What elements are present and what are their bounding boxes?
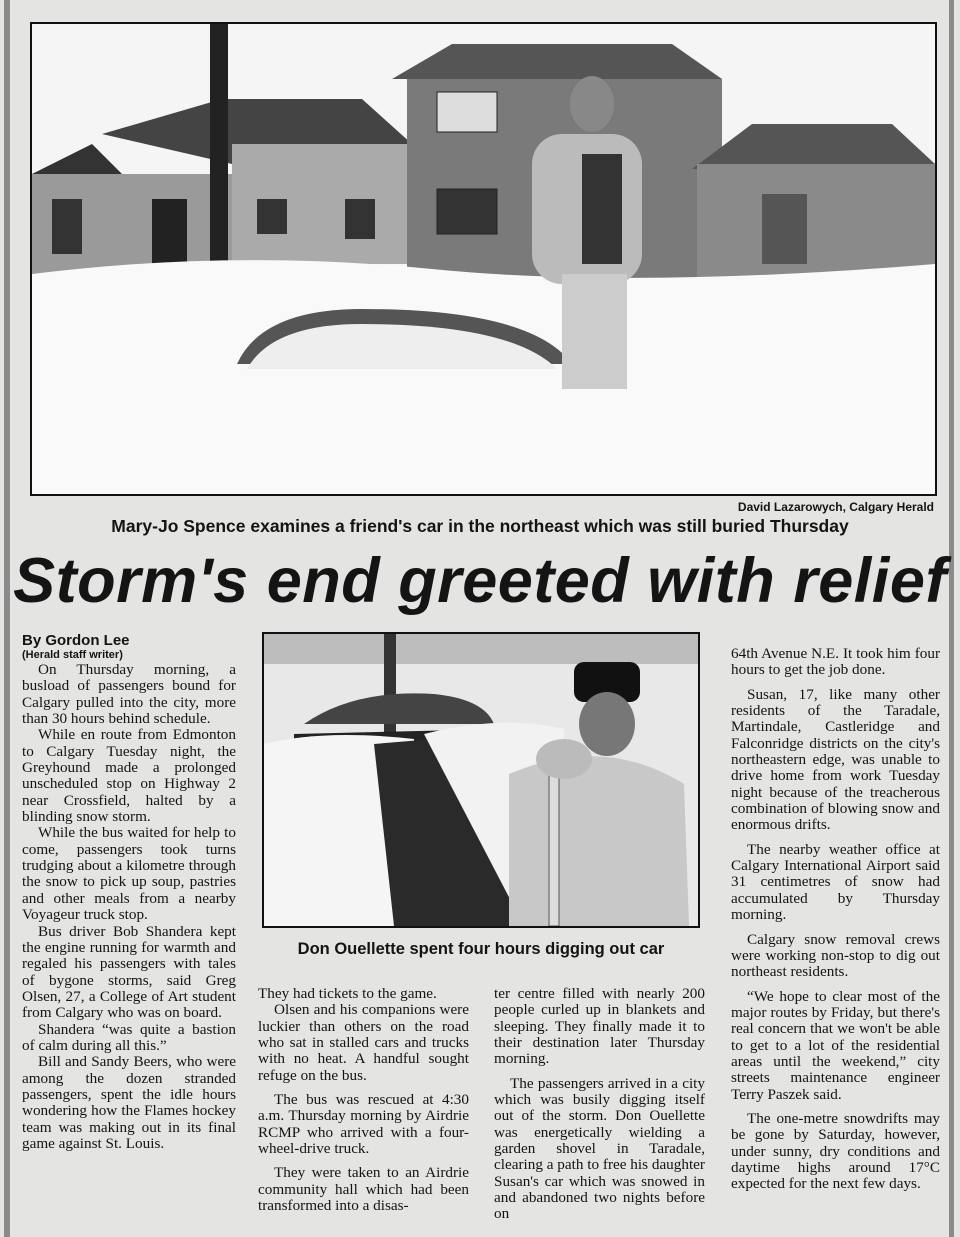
byline: By Gordon Lee — [22, 632, 130, 649]
main-photo-caption: Mary-Jo Spence examines a friend's car in the northeast which was still buried Thursday — [111, 516, 849, 536]
paragraph: While en route from Edmonton to Calgary Tuesday night, the Greyhound made a prolonged unscheduled stop on Highway 2 near Crossfield, halted by a blinding snow storm. — [22, 726, 236, 826]
article-column-3 — [494, 986, 705, 1223]
paragraph: While the bus waited for help to come, passengers took turns trudging about a kilometre through the snow to pick up soup, pastries and other meals from a nearby Voyageur truck stop. — [22, 824, 236, 924]
paragraph: They had tickets to the game. — [258, 985, 437, 1002]
paragraph: ter centre filled with nearly 200 people curled up in blankets and sleeping. They finally made it to their destination later Thursday morning. — [494, 985, 705, 1068]
paragraph: Bill and Sandy Beers, who were among the dozen stranded passengers, spent the idle hours wondering how the Flames hockey team was making out in its final game against St. Louis. — [22, 1053, 236, 1152]
paragraph: The one-metre snowdrifts may be gone by Saturday, however, under sunny, dry conditions and daytime highs around 17°C expected for the next few days. — [731, 1109, 940, 1193]
headline: Storm's end greeted with relief — [13, 546, 947, 616]
paragraph: Olsen and his companions were luckier than others on the road who sat in stalled cars and trucks with no heat. A handful sought refuge on the bus. — [258, 1001, 469, 1084]
page-edge-left — [4, 0, 10, 1237]
paragraph: Susan, 17, like many other residents of the Taradale, Martindale, Castleridge and Falconridge districts on the city's northeastern edge, was unable to drive home from work Tuesday night because of the treacherous combination of blowing snow and enormous drifts. — [731, 685, 940, 834]
paragraph: Shandera “was quite a bastion of calm during all this.” — [22, 1020, 236, 1054]
paragraph: The passengers arrived in a city which was busily digging itself out of the storm. Don Ouellette was energetically wielding a garden shovel in Taradale, clearing a path to free his daughter Susan's car which was snowed in and abandoned two nights before on — [494, 1074, 705, 1223]
paragraph: 64th Avenue N.E. It took him four hours to get the job done. — [731, 645, 940, 679]
shoveling-photo — [264, 634, 698, 926]
paragraph: The bus was rescued at 4:30 a.m. Thursday morning by Airdrie RCMP who arrived with a four-wheel-drive truck. — [258, 1091, 469, 1158]
main-photo — [30, 22, 937, 496]
inline-photo — [262, 632, 700, 928]
byline-role: (Herald staff writer) — [22, 649, 123, 661]
paragraph: They were taken to an Airdrie community hall which had been transformed into a disas- — [258, 1164, 469, 1215]
article-column-4 — [731, 646, 940, 1193]
article-column-1 — [22, 632, 236, 1152]
paragraph: Calgary snow removal crews were working non-stop to dig out northeast residents. — [731, 930, 940, 981]
page-edge-right — [949, 0, 954, 1237]
paragraph: Bus driver Bob Shandera kept the engine running for warmth and regaled his passengers with tales of bygone storms, said Greg Olsen, 27, a College of Art student from Calgary who was on board. — [22, 922, 236, 1022]
paragraph: “We hope to clear most of the major routes by Friday, but there's real concern that we won't be able to get to a lot of the residential areas until the weekend,” city streets maintenance engineer Terry Paszek said. — [731, 987, 940, 1103]
paragraph: On Thursday morning, a busload of passengers bound for Calgary pulled into the city, more than 30 hours behind schedule. — [22, 661, 236, 728]
photo-credit: David Lazarowych, Calgary Herald — [737, 500, 934, 514]
article-column-2 — [258, 986, 469, 1214]
paragraph: The nearby weather office at Calgary International Airport said 31 centimetres of snow had accumulated by Thursday morning. — [731, 840, 940, 924]
snow-scene-photo — [32, 24, 935, 494]
inline-photo-caption: Don Ouellette spent four hours digging out car — [297, 940, 665, 958]
